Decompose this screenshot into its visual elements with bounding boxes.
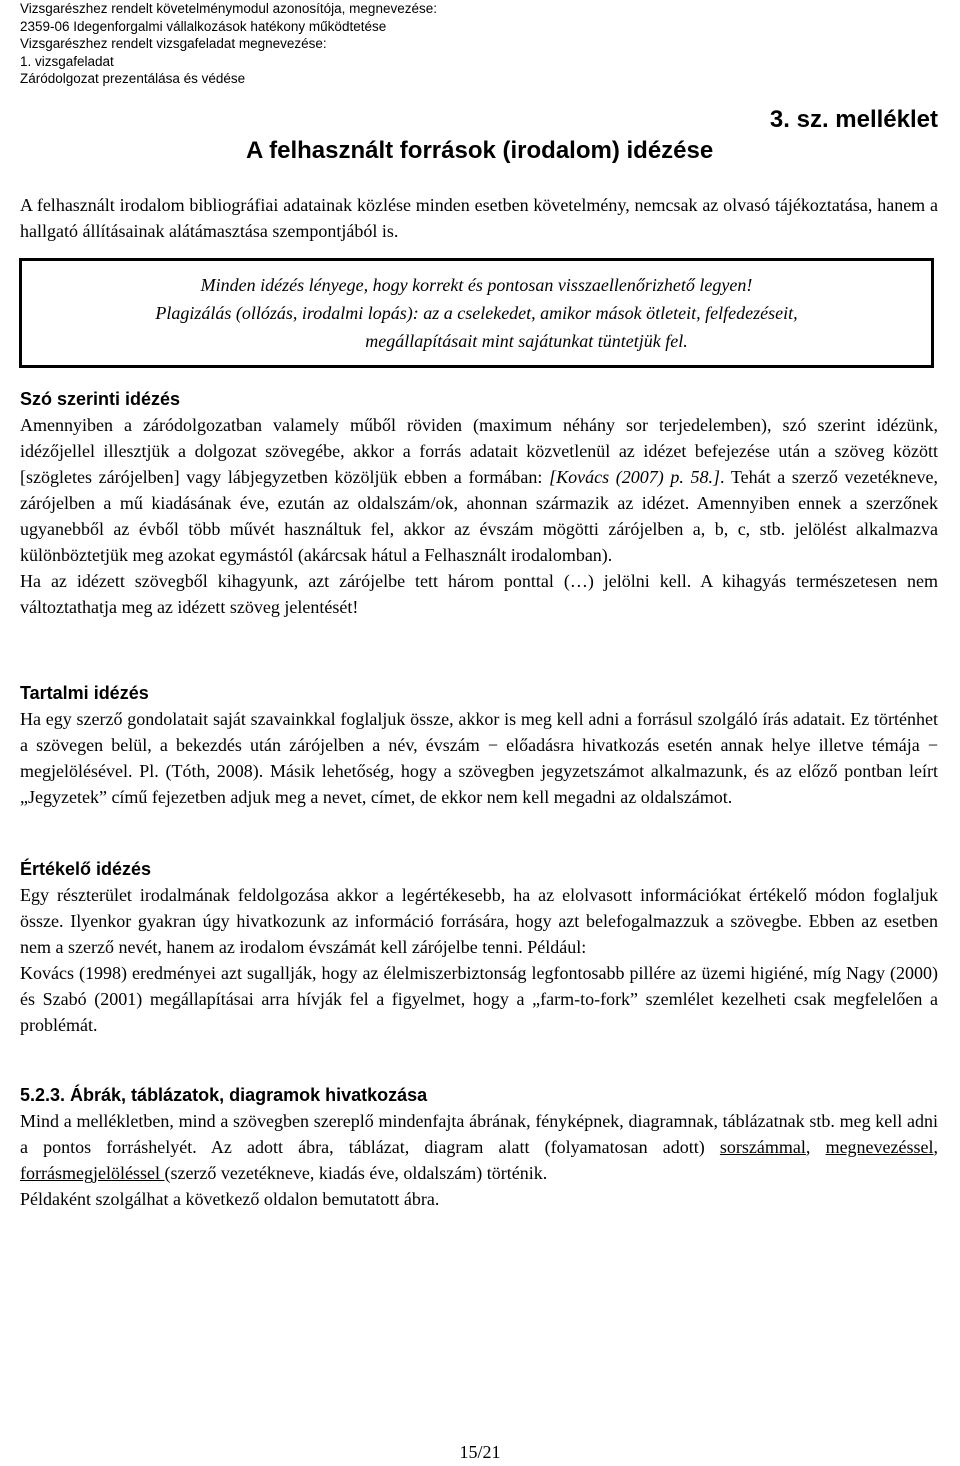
document-header	[20, 0, 437, 88]
paragraph: Ha az idézett szövegből kihagyunk, azt zárójelbe tett három ponttal (…) jelölni kell. A kihagyás természetesen nem változtathatja meg az idézett szöveg jelentését!	[20, 571, 938, 617]
page-title: A felhasznált források (irodalom) idézése	[246, 137, 714, 164]
underlined-term: sorszámmal	[719, 1137, 806, 1157]
paragraph: Ha egy szerző gondolatait saját szavainkkal foglaljuk össze, akkor is meg kell adni a forrásul szolgáló írás adatait. Ez történhet a szövegen belül, a bekezdés után zárójelben a név, évszám − előadásra hivatkozás esetén annak helye illetve témája − megjelölésével. Pl. (Tóth, 2008). Másik lehetőség, hogy a szövegben jegyzetszámot alkalmazunk, és az előző pontban leírt „Jegyzetek” című fejezetben adjuk meg a nevet, címet, de ekkor nem kell megadni az oldalszámot.	[20, 709, 938, 807]
section-figures	[20, 1082, 938, 1212]
annex-label: 3. sz. melléklet	[769, 106, 938, 133]
box-line: Minden idézés lényege, hogy korrekt és pontosan visszaellenőrizhető legyen!	[200, 275, 753, 295]
header-line: Záródolgozat prezentálása és védése	[20, 71, 246, 86]
underlined-term: megnevezéssel	[825, 1137, 934, 1157]
section-content	[20, 680, 938, 810]
section-verbatim	[20, 386, 938, 620]
paragraph: Kovács (1998) eredményei azt sugallják, hogy az élelmiszerbiztonság legfontosabb pillére az üzemi higiéné, míg Nagy (2000) és Szabó (2001) megállapításai arra hívják fel a figyelmet, hogy a „farm-to-fork” szemlélet kezelheti csak megfelelően a problémát.	[20, 963, 938, 1035]
header-line: Vizsgarészhez rendelt vizsgafeladat megnevezése:	[20, 36, 327, 51]
section-evaluative	[20, 856, 938, 1038]
box-line: megállapításait mint sajátunkat tüntetjük fel.	[365, 331, 688, 351]
header-line: 1. vizsgafeladat	[20, 53, 114, 69]
paragraph: Egy részterület irodalmának feldolgozása akkor a legértékesebb, ha az elolvasott információkat értékelő módon foglaljuk össze. Ilyenkor gyakran úgy hivatkozunk az információ forrására, hogy azt belefogalmazzuk a szövegbe. Ebben az esetben nem a szerző nevét, hanem az irodalom évszámát kell zárójelbe tenni. Például:	[20, 885, 938, 957]
paragraph: Amennyiben a záródolgozatban valamely műből röviden (maximum néhány sor terjedelemben), szó szerint idézünk, idézőjellel illesztjük a dolgozat szövegébe, akkor a forrás adatait közvetlenül az idézet befejezése után a szöveg között [szögletes zárójelben] vagy lábjegyzetben közöljük ebben a formában: [Kovács (2007) p. 58.]. Tehát a szerző vezetékneve, zárójelben a mű kiadásának éve, ezután az oldalszám/ok, ahonnan származik az idézet. Amennyiben ennek a szerzőnek ugyanebből az évből több művét használtuk fel, akkor az évszám mögötti zárójelben a, b, c, stb. jelölést alkalmazva különböztetjük meg azokat egymástól (akárcsak hátul a Felhasznált irodalomban).	[20, 415, 938, 565]
intro-paragraph: A felhasznált irodalom bibliográfiai adatainak közlése minden esetben követelmény, nemcsak az olvasó tájékoztatása, hanem a hallgató állításainak alátámasztása szempontjából is.	[20, 195, 938, 241]
section-heading: Értékelő idézés	[20, 859, 152, 879]
paragraph: Mind a mellékletben, mind a szövegben szereplő mindenfajta ábrának, fényképnek, diagramnak, táblázatnak stb. meg kell adni a pontos forráshelyét. Az adott ábra, táblázat, diagram alatt (folyamatosan adott) sorszámmal, megnevezéssel, forrásmegjelöléssel (szerző vezetékneve, kiadás éve, oldalszám) történik.	[20, 1111, 939, 1183]
section-heading: Szó szerinti idézés	[20, 389, 181, 409]
section-heading: Tartalmi idézés	[20, 683, 149, 703]
section-heading: 5.2.3. Ábrák, táblázatok, diagramok hivatkozása	[20, 1085, 428, 1105]
highlight-box	[19, 258, 934, 368]
box-line: Plagizálás (ollózás, irodalmi lopás): az a cselekedet, amikor mások ötleteit, felfedezéseit,	[155, 303, 798, 323]
header-line: 2359-06 Idegenforgalmi vállalkozások hatékony működtetése	[20, 18, 387, 34]
header-line: Vizsgarészhez rendelt követelménymodul azonosítója, megnevezése:	[20, 1, 437, 16]
underlined-term: forrásmegjelöléssel	[20, 1163, 165, 1183]
page-number: 15/21	[459, 1442, 501, 1462]
citation-example: [Kovács (2007) p. 58.]	[549, 467, 721, 487]
paragraph: Példaként szolgálhat a következő oldalon bemutatott ábra.	[20, 1189, 440, 1209]
